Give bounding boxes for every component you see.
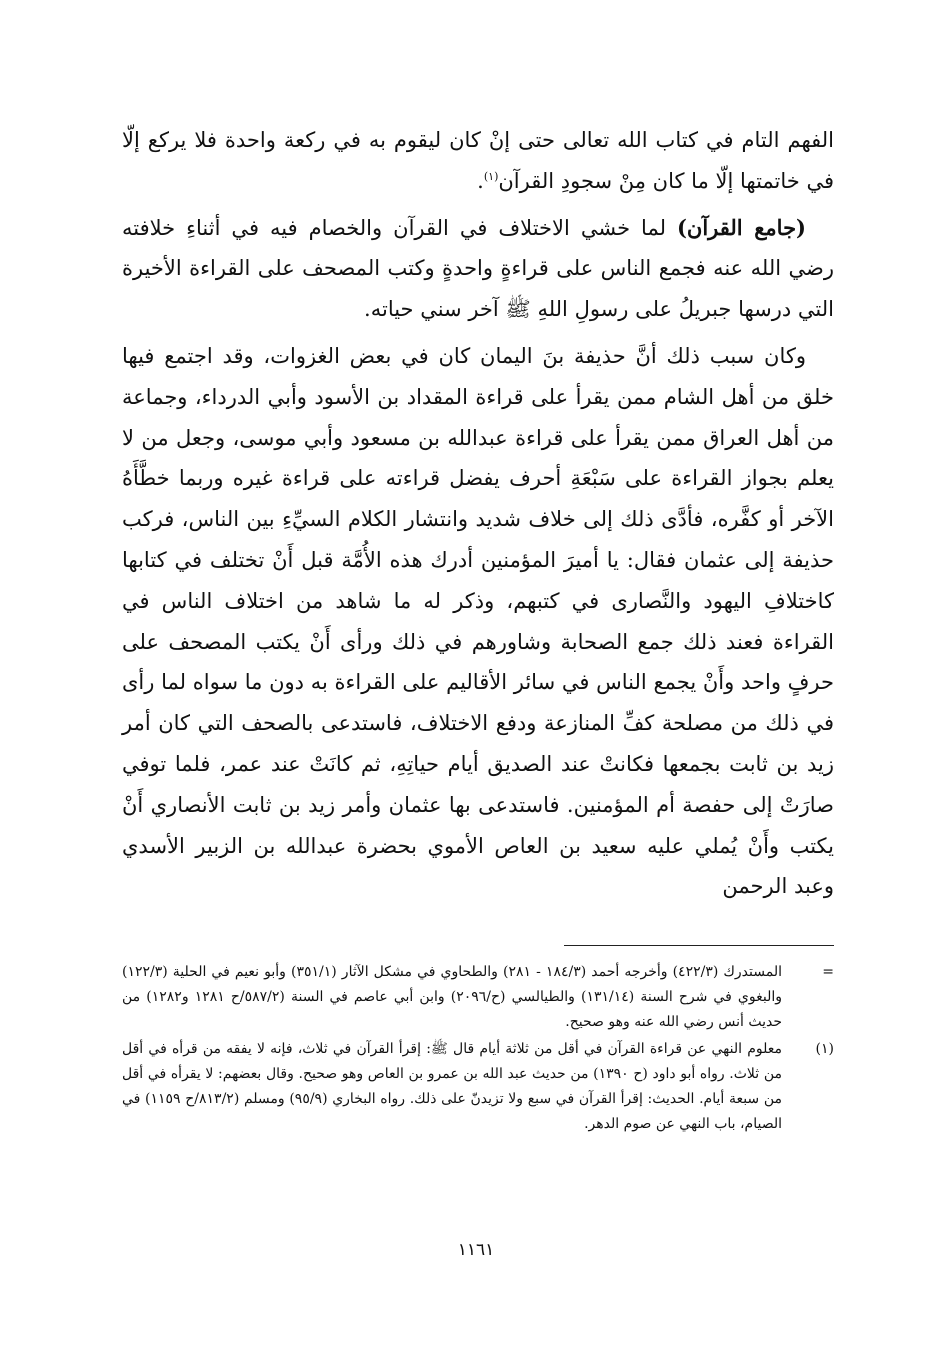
paragraph-2 <box>122 208 834 330</box>
footnote-text: معلوم النهي عن قراءة القرآن في أقل من ثلاثة أيام قال ﷺ: إقرأ القرآن في ثلاث، فإنه لا يفقه من قرأه في أقل من ثلاث. رواه أبو داود (ح ١٣٩٠) من حديث عبد الله بن عمرو بن العاص وهو صحيح. وقال بعضهم: لا يقرأه في أقل من سبعة أيام. الحديث: إقرأ القرآن في سبع ولا تزيدنّ على ذلك. رواه البخاري (٩٥/٩) ومسلم (٨١٣/٢/ح ١١٥٩) في الصيام، باب النهي عن صوم الدهر. <box>122 1041 782 1133</box>
main-text <box>122 120 834 907</box>
footnote-item <box>122 960 834 1035</box>
footnote-text: المستدرك (٤٢٢/٣) وأخرجه أحمد (١٨٤/٣ - ٢٨١) والطحاوي في مشكل الآثار (٣٥١/١) وأبو نعيم في الحلية (١٢٢/٣) والبغوي في شرح السنة (١٣١/١٤) والطيالسي (ح/٢٠٩٦) وابن أبي عاصم في السنة (٥٨٧/٢/ح ١٢٨١ و١٢٨٢) من حديث أنس رضي الله عنه وهو صحيح. <box>122 964 782 1031</box>
paragraph-1-tail: . <box>477 168 484 193</box>
paragraph-3 <box>122 336 834 907</box>
section-term-jami-al-quran: (جامع القرآن) <box>676 214 806 240</box>
paragraph-1 <box>122 120 834 202</box>
paragraph-2-text: لما خشي الاختلاف في القرآن والخصام فيه في أثناءِ خلافته رضي الله عنه فجمع الناس على قراءةٍ واحدةٍ وكتب المصحف على القراءة الأخيرة التي درسها جبريلُ على رسولِ اللهِ ﷺ آخر سني حياته. <box>122 215 834 322</box>
page-content <box>122 120 834 1137</box>
footnote-item <box>122 1037 834 1137</box>
paragraph-1-text: الفهم التام في كتاب الله تعالى حتى إنْ كان ليقوم به في ركعة واحدة فلا يركع إلّا في خاتمتها إلّا ما كان مِنْ سجودِ القرآن <box>122 128 834 193</box>
footnote-marker: = <box>822 964 834 981</box>
paragraph-3-text: وكان سبب ذلك أنَّ حذيفة بنَ اليمان كان في بعض الغزوات، وقد اجتمع فيها خلق من أهل الشام ممن يقرأ على قراءة المقداد بن الأسود وأبي الدرداء، وجماعة من أهل العراق ممن يقرأ على قراءة عبدالله بن مسعود وأبي موسى، وجعل من لا يعلم بجواز القراءة على سَبْعَةِ أحرف يفضل قراءته على قراءة غيره وربما خطَّأَهُ الآخر أو كفَّره، فأدَّى ذلك إلى خلاف شديد وانتشار الكلام السيِّءِ بين الناس، فركب حذيفة إلى عثمان فقال: يا أميرَ المؤمنين أدرك هذه الأُمَّة قبل أَنْ تختلف في كتابها كاختلافِ اليهود والنَّصارى في كتبهم، وذكر له ما شاهد من اختلاف الناس في القراءة فعند ذلك جمع الصحابة وشاورهم في ذلك ورأى أَنْ يكتب المصحف على حرفٍ واحد وأَنْ يجمع الناس في سائر الأقاليم على القراءة به دون ما سواه لما رأى في ذلك من مصلحة كفِّ المنازعة ودفع الاختلاف، فاستدعى بالصحف التي كان أمر زيد بن ثابت بجمعها فكانتْ عند الصديق أيام حياتِهِ، ثم كانَتْ عند عمر، فلما توفي صارَتْ إلى حفصة أم المؤمنين. فاستدعى بها عثمان وأمر زيد بن ثابت الأنصاري أَنْ يكتب وأَنْ يُملي عليه سعيد بن العاص الأموي بحضرة عبدالله بن الزبير الأسدي وعبد الرحمن <box>122 343 834 899</box>
footnote-reference-1[interactable]: (١) <box>483 169 499 183</box>
footnote-marker: (١) <box>815 1041 834 1058</box>
footnote-separator <box>564 945 834 946</box>
page-number: ١١٦١ <box>457 1240 495 1260</box>
footnotes <box>122 960 834 1137</box>
